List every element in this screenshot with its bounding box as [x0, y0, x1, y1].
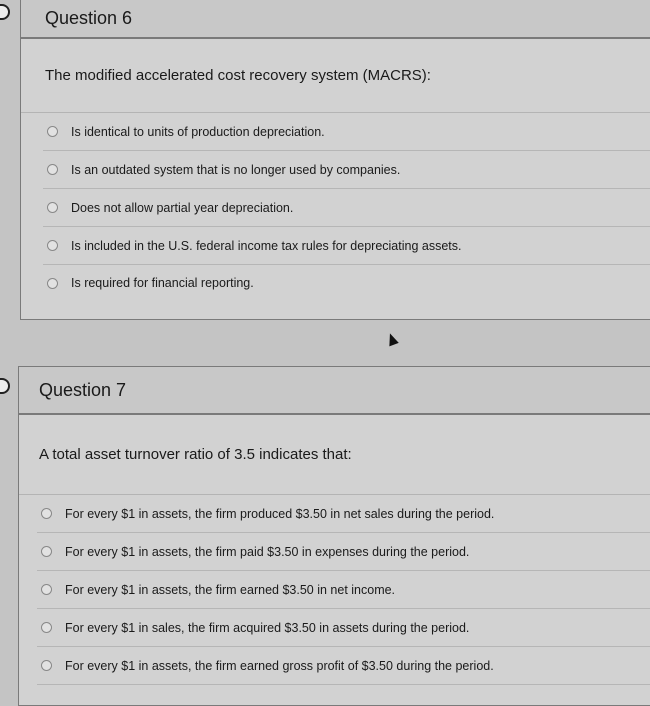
radio-button[interactable]	[41, 660, 52, 671]
option-label: Does not allow partial year depreciation.	[71, 200, 294, 215]
radio-button[interactable]	[47, 164, 58, 175]
option-label: Is an outdated system that is no longer used by companies.	[71, 162, 401, 177]
mouse-cursor-icon	[385, 332, 399, 347]
flag-icon[interactable]	[0, 378, 10, 394]
answer-option[interactable]	[37, 495, 650, 533]
option-label: Is identical to units of production depreciation.	[71, 124, 325, 139]
answer-option[interactable]	[37, 647, 650, 685]
question-6-title: Question 6	[21, 0, 650, 39]
radio-button[interactable]	[47, 126, 58, 137]
radio-button[interactable]	[41, 508, 52, 519]
question-7-prompt: A total asset turnover ratio of 3.5 indicates that:	[19, 415, 650, 495]
option-label: Is required for financial reporting.	[71, 276, 254, 290]
option-label: For every $1 in sales, the firm acquired $3.50 in assets during the period.	[65, 620, 470, 635]
answer-option[interactable]	[37, 571, 650, 609]
answer-option[interactable]	[37, 609, 650, 647]
option-label: For every $1 in assets, the firm earned gross profit of $3.50 during the period.	[65, 658, 494, 673]
radio-button[interactable]	[47, 240, 58, 251]
radio-button[interactable]	[41, 546, 52, 557]
answer-option[interactable]	[43, 265, 650, 301]
option-label: For every $1 in assets, the firm produced $3.50 in net sales during the period.	[65, 506, 495, 521]
question-7-title: Question 7	[19, 367, 650, 415]
flag-icon[interactable]	[0, 4, 10, 20]
radio-button[interactable]	[41, 584, 52, 595]
answer-option[interactable]	[43, 189, 650, 227]
radio-button[interactable]	[47, 202, 58, 213]
option-label: Is included in the U.S. federal income tax rules for depreciating assets.	[71, 238, 462, 253]
radio-button[interactable]	[41, 622, 52, 633]
answer-option[interactable]	[43, 113, 650, 151]
option-label: For every $1 in assets, the firm paid $3.50 in expenses during the period.	[65, 544, 470, 559]
question-6-card	[20, 0, 650, 320]
option-label: For every $1 in assets, the firm earned $3.50 in net income.	[65, 582, 396, 597]
question-6-prompt: The modified accelerated cost recovery system (MACRS):	[21, 39, 650, 113]
answer-option[interactable]	[43, 151, 650, 189]
question-7-card	[18, 366, 650, 706]
answer-option[interactable]	[43, 227, 650, 265]
radio-button[interactable]	[47, 278, 58, 289]
answer-option[interactable]	[37, 533, 650, 571]
